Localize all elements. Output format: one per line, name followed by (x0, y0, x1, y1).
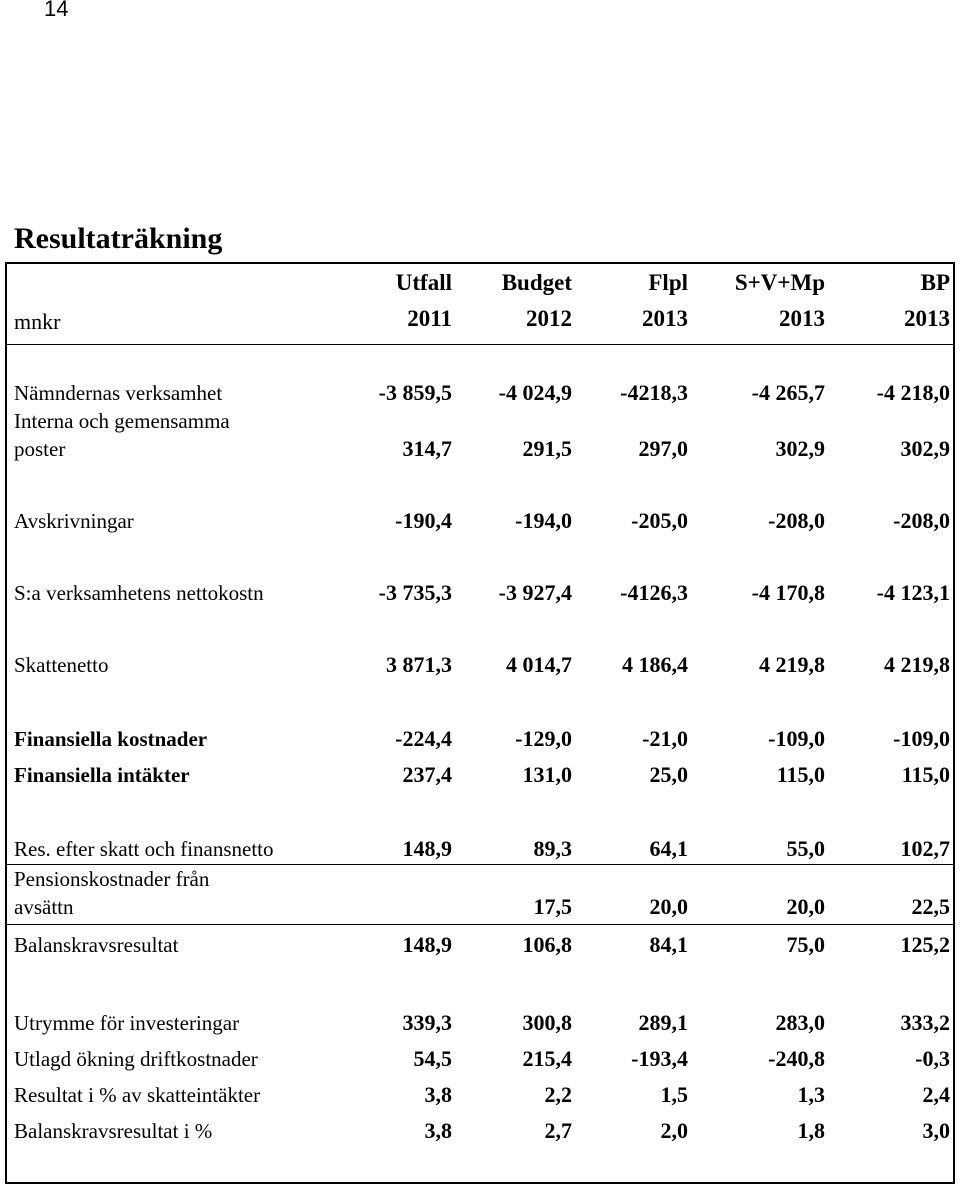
cell: 84,1 (649, 932, 688, 957)
col-year-5: 2013 (904, 306, 950, 331)
col-year-1: 2011 (407, 306, 452, 331)
cell: -0,3 (915, 1046, 950, 1071)
cell: 64,1 (649, 836, 688, 861)
row-label: Res. efter skatt och finansnetto (14, 837, 274, 861)
row-label: S:a verksamhetens nettokostn (14, 581, 264, 605)
cell: -193,4 (631, 1046, 688, 1071)
cell: -205,0 (631, 508, 688, 533)
cell: 339,3 (402, 1010, 452, 1035)
cell: -4218,3 (620, 380, 688, 405)
table-row (0, 1082, 960, 1122)
row-label: Balanskravsresultat i % (14, 1119, 213, 1143)
row-label-line2: poster (14, 437, 66, 461)
col-header-4: S+V+Mp (734, 270, 825, 295)
col-year-2: 2012 (526, 306, 572, 331)
page-title: Resultaträkning (14, 222, 223, 255)
cell: 4 219,8 (759, 652, 825, 677)
cell: -194,0 (515, 508, 572, 533)
cell: 3,8 (424, 1082, 452, 1107)
cell: 297,0 (638, 436, 688, 461)
row-label: Finansiella kostnader (14, 727, 208, 751)
cell: 55,0 (786, 836, 825, 861)
table-row (0, 726, 960, 766)
cell: 2,2 (544, 1082, 572, 1107)
cell: -129,0 (515, 726, 572, 751)
table-row (0, 1118, 960, 1158)
cell: 115,0 (776, 762, 825, 787)
table-row (0, 408, 960, 464)
cell: 22,5 (911, 894, 950, 919)
cell: 333,2 (900, 1010, 950, 1035)
cell: 283,0 (775, 1010, 825, 1035)
cell: 125,2 (900, 932, 950, 957)
cell: 215,4 (522, 1046, 572, 1071)
col-year-4: 2013 (779, 306, 825, 331)
table-row (0, 866, 960, 922)
row-label-line1: Pensionskostnader från (14, 867, 210, 891)
cell: 4 014,7 (506, 652, 572, 677)
col-header-2: Budget (501, 270, 572, 295)
cell: 2,4 (922, 1082, 950, 1107)
cell: 4 219,8 (884, 652, 950, 677)
row-label-line2: avsättn (14, 895, 74, 919)
cell: 289,1 (638, 1010, 688, 1035)
row-label: Skattenetto (14, 653, 109, 677)
table-row (0, 1010, 960, 1050)
cell: -4 265,7 (751, 380, 825, 405)
row-label: Avskrivningar (14, 509, 134, 533)
cell: 89,3 (533, 836, 572, 861)
cell: -240,8 (768, 1046, 825, 1071)
cell: 2,7 (544, 1118, 572, 1143)
cell: -4 218,0 (876, 380, 950, 405)
cell: 1,3 (797, 1082, 825, 1107)
row-label: Balanskravsresultat (14, 933, 179, 957)
col-year-3: 2013 (642, 306, 688, 331)
cell: 1,8 (797, 1118, 825, 1143)
cell: -190,4 (395, 508, 452, 533)
row-divider (7, 864, 953, 865)
page-number: 14 (44, 0, 69, 21)
cell: -4 024,9 (498, 380, 572, 405)
cell: -21,0 (642, 726, 688, 751)
table-row (0, 1046, 960, 1086)
cell: 20,0 (649, 894, 688, 919)
table-row (0, 932, 960, 972)
cell: 237,4 (402, 762, 452, 787)
row-label: Finansiella intäkter (14, 763, 190, 787)
cell: 17,5 (533, 894, 572, 919)
cell: -3 735,3 (378, 580, 452, 605)
cell: 148,9 (402, 836, 452, 861)
table-row (0, 652, 960, 692)
cell: 3,8 (424, 1118, 452, 1143)
cell: 300,8 (522, 1010, 572, 1035)
cell: 302,9 (900, 436, 950, 461)
unit-label: mnkr (14, 309, 61, 334)
cell: -224,4 (395, 726, 452, 751)
table-row (0, 508, 960, 548)
cell: 54,5 (413, 1046, 452, 1071)
cell: 2,0 (660, 1118, 688, 1143)
cell: 3 871,3 (386, 652, 452, 677)
cell: 302,9 (775, 436, 825, 461)
cell: 20,0 (786, 894, 825, 919)
cell: -4126,3 (620, 580, 688, 605)
cell: -208,0 (893, 508, 950, 533)
col-header-3: Flpl (648, 270, 688, 295)
cell: 25,0 (649, 762, 688, 787)
row-divider (7, 924, 953, 925)
col-header-1: Utfall (395, 270, 452, 295)
cell: 148,9 (402, 932, 452, 957)
row-label: Nämndernas verksamhet (14, 381, 223, 405)
cell: -208,0 (768, 508, 825, 533)
row-label-line1: Interna och gemensamma (14, 409, 230, 433)
row-label: Resultat i % av skatteintäkter (14, 1083, 261, 1107)
cell: 106,8 (522, 932, 572, 957)
table-row (0, 580, 960, 620)
cell: 102,7 (900, 836, 950, 861)
cell: -4 170,8 (751, 580, 825, 605)
cell: 314,7 (402, 436, 452, 461)
col-header-5: BP (920, 270, 950, 295)
row-label: Utlagd ökning driftkostnader (14, 1047, 258, 1071)
cell: -109,0 (893, 726, 950, 751)
header-divider (7, 344, 953, 345)
cell: 4 186,4 (622, 652, 688, 677)
cell: 115,0 (901, 762, 950, 787)
cell: 75,0 (786, 932, 825, 957)
cell: -3 859,5 (378, 380, 452, 405)
cell: -4 123,1 (876, 580, 950, 605)
row-label: Utrymme för investeringar (14, 1011, 240, 1035)
cell: -3 927,4 (498, 580, 572, 605)
table-row (0, 762, 960, 802)
cell: 291,5 (522, 436, 572, 461)
cell: 131,0 (522, 762, 572, 787)
cell: 1,5 (660, 1082, 688, 1107)
cell: 3,0 (922, 1118, 950, 1143)
cell: -109,0 (768, 726, 825, 751)
